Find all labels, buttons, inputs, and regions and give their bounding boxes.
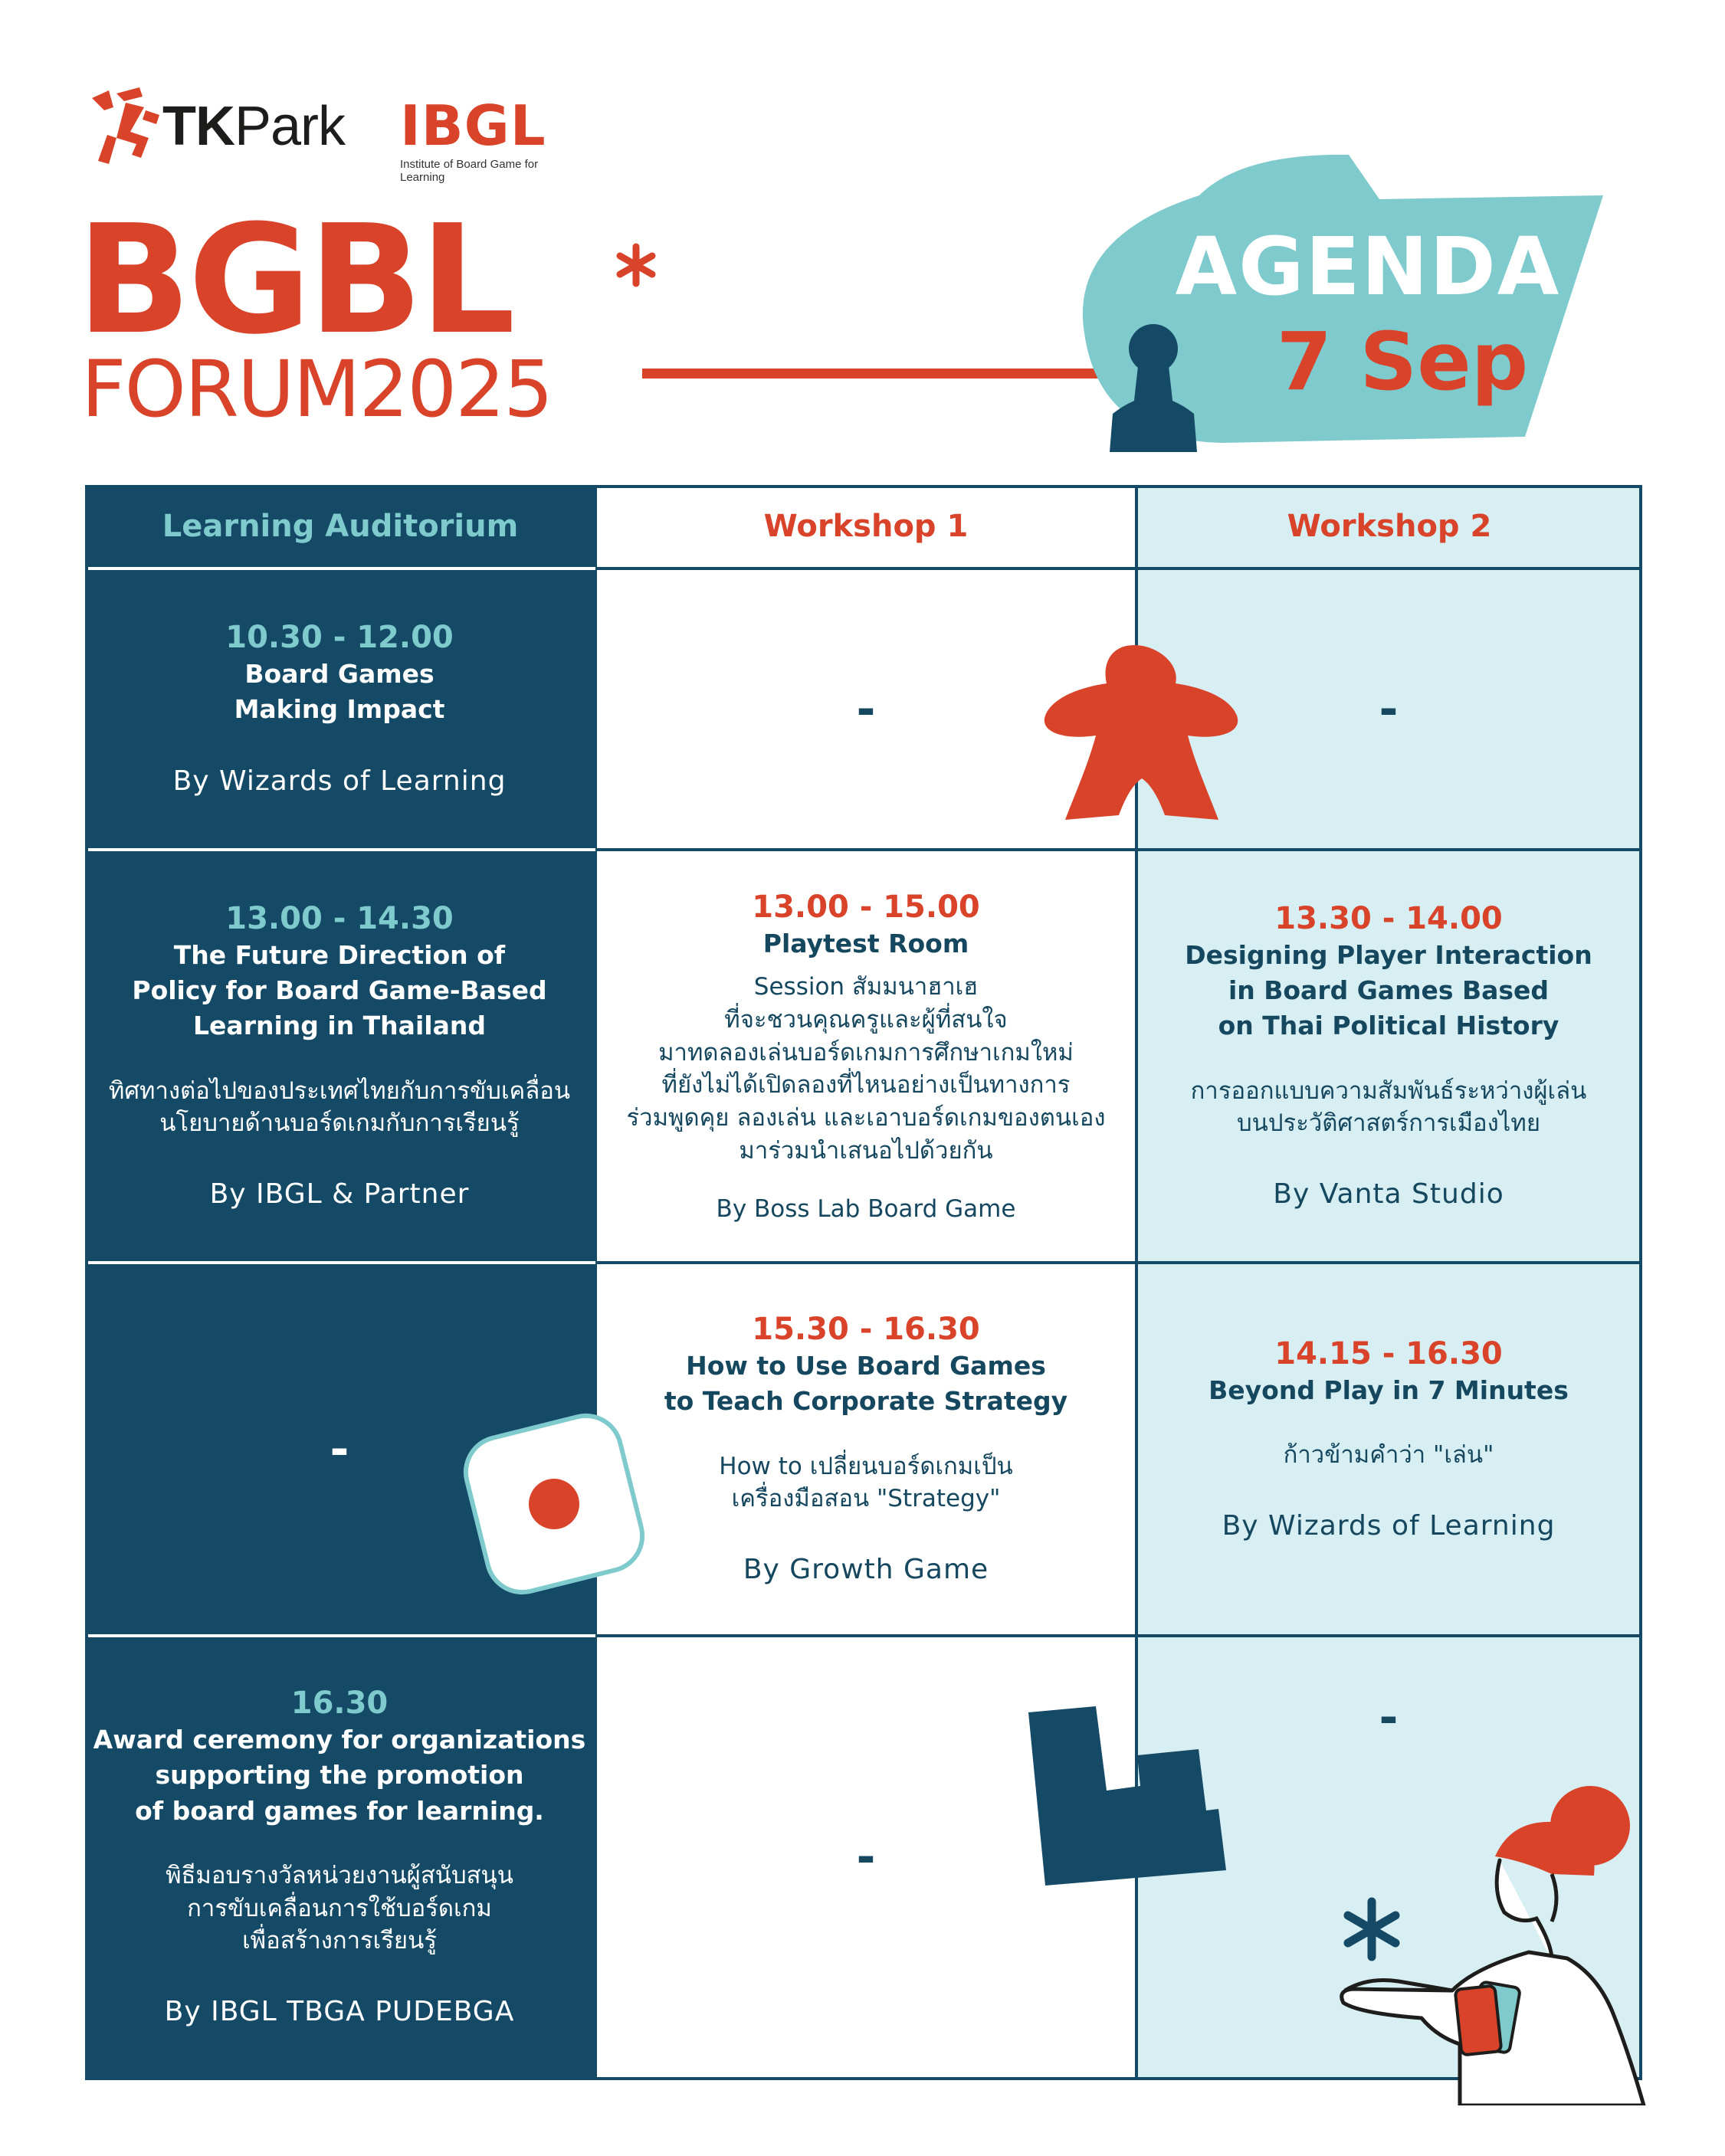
session-host: By Wizards of Learning: [1222, 1509, 1556, 1542]
session-time: 15.30 - 16.30: [752, 1312, 980, 1348]
session-cell: [597, 851, 1135, 1261]
empty-dash: -: [1379, 1691, 1399, 1745]
ibgl-wordmark: IBGL: [400, 93, 546, 158]
session-title: Beyond Play in 7 Minutes: [1208, 1375, 1569, 1405]
session-title: Designing Player Interaction in Board Games Based on Thai Political History: [1185, 940, 1592, 1041]
session-host: By Vanta Studio: [1273, 1178, 1504, 1211]
session-host: By IBGL & Partner: [209, 1178, 470, 1211]
session-description: How to เปลี่ยนบอร์ดเกมเป็น เครื่องมือสอน "Strategy": [719, 1452, 1013, 1513]
header-workshop-2: [1136, 485, 1642, 567]
session-cell: [85, 570, 594, 848]
tkpark-wordmark: TKPark: [162, 96, 346, 157]
session-cell: [85, 1637, 594, 2077]
session-cell: [1138, 1264, 1639, 1634]
empty-dash: -: [856, 1830, 876, 1884]
event-subtitle: FORUM2025: [81, 344, 553, 435]
column-header: Workshop 2: [1287, 508, 1492, 544]
session-time: 13.00 - 15.00: [752, 889, 980, 925]
agenda-date: 7 Sep: [1276, 315, 1529, 408]
session-cell: [597, 1264, 1135, 1634]
event-title: BGBL: [77, 193, 513, 368]
session-description: การออกแบบความสัมพันธ์ระหว่างผู้เล่น บนประวัติศาสตร์การเมืองไทย: [1190, 1076, 1587, 1138]
session-description: ก้าวข้ามคำว่า "เล่น": [1283, 1441, 1494, 1470]
session-time: 16.30: [290, 1686, 389, 1722]
agenda-label: AGENDA: [1175, 220, 1561, 313]
header-divider-line: [642, 369, 1098, 378]
tkpark-logo: [86, 84, 345, 169]
session-host: By Boss Lab Board Game: [716, 1194, 1016, 1223]
session-time: 13.00 - 14.30: [225, 901, 454, 937]
session-title: Award ceremony for organizations supporting the promotion of board games for learning.: [93, 1725, 586, 1826]
session-description: ทิศทางต่อไปของประเทศไทยกับการขับเคลื่อน นโยบายด้านบอร์ดเกมกับการเรียนรู้: [108, 1076, 571, 1138]
session-time: 13.30 - 14.00: [1274, 901, 1503, 937]
tkpark-runner-icon: [86, 84, 162, 169]
session-host: By Wizards of Learning: [172, 765, 507, 798]
tetromino-icon: [1027, 1705, 1234, 1889]
session-cell: [1138, 851, 1639, 1261]
ibgl-subtitle: Institute of Board Game for Learning: [400, 158, 539, 185]
session-host: By IBGL TBGA PUDEBGA: [164, 1996, 515, 2028]
presenter-illustration: [1322, 1784, 1690, 2105]
session-time: 10.30 - 12.00: [225, 619, 454, 655]
empty-dash: -: [856, 682, 876, 736]
session-description: พิธีมอบรางวัลหน่วยงานผู้สนับสนุน การขับเคลื่อนการใช้บอร์ดเกม เพื่อสร้างการเรียนรู้: [166, 1861, 513, 1955]
session-title: Playtest Room: [762, 928, 969, 958]
session-title: The Future Direction of Policy for Board Game-Based Learning in Thailand: [132, 940, 547, 1041]
header-learning-auditorium: [85, 485, 595, 567]
ibgl-logo: [400, 93, 561, 185]
empty-dash: -: [1379, 682, 1399, 736]
session-host: By Growth Game: [743, 1554, 989, 1586]
asterisk-icon: [613, 242, 659, 288]
die-icon: [458, 1408, 650, 1600]
empty-dash: -: [330, 1422, 349, 1476]
session-title: Board Games Making Impact: [234, 658, 445, 725]
session-cell: [85, 851, 594, 1261]
session-title: How to Use Board Games to Teach Corporate Strategy: [664, 1351, 1068, 1417]
meeple-icon: [1042, 642, 1241, 826]
session-time: 14.15 - 16.30: [1274, 1336, 1503, 1371]
session-description: Session สัมมนาฮาเฮ ที่จะชวนคุณครูและผู้ที่สนใจ มาทดลองเล่นบอร์ดเกมการศึกษาเกมใหม่ ที่ยังไม่ได้เปิดลองที่ไหนอย่างเป็นทางการ ร่วมพูดคุย ลองเล่น และเอาบอร์ดเกมของตนเอง มาร่วมนำเสนอไปด้วยกัน: [626, 973, 1106, 1165]
header-workshop-1: [595, 485, 1136, 567]
column-header: Learning Auditorium: [162, 508, 519, 544]
column-header: Workshop 1: [763, 508, 969, 544]
